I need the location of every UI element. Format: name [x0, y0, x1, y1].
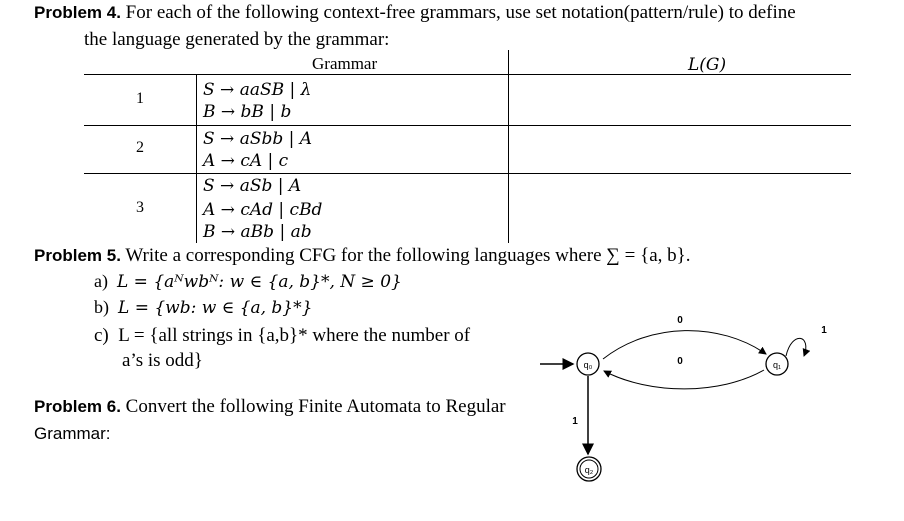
- state-q0-label: q₀: [583, 360, 593, 370]
- problem6-label: Problem 6.: [34, 397, 121, 416]
- grammar-rule: B → bB | b: [203, 102, 292, 122]
- grammar-rule: A → cA | c: [203, 151, 289, 171]
- edge-q1-loop: [786, 338, 806, 356]
- item-text: L = {wb: w ∈ {a, b}*}: [118, 298, 313, 318]
- state-q1: [766, 353, 788, 375]
- edge-label-down: 1: [572, 416, 578, 427]
- problem5-text: Write a corresponding CFG for the following languages where ∑ = {a, b}.: [125, 245, 691, 266]
- edge-label-bottom: 0: [677, 356, 683, 367]
- problem4-text: For each of the following context-free grammars, use set notation(pattern/rule) to define: [125, 2, 796, 23]
- problem4-text-line2: the language generated by the grammar:: [84, 29, 390, 50]
- row-number: 1: [136, 90, 144, 107]
- state-q0: [577, 353, 599, 375]
- problem6-text: Convert the following Finite Automata to Regular: [125, 396, 506, 417]
- item-letter: c): [94, 325, 109, 346]
- item-text: L = {aᴺwbᴺ: w ∈ {a, b}*, N ≥ 0}: [116, 272, 402, 292]
- grammar-rule: S → aSb | A: [203, 176, 302, 196]
- edge-q1-q0: [604, 370, 764, 389]
- grammar-rule: B → aBb | ab: [203, 222, 312, 242]
- problem5-item-c-line2: a’s is odd}: [122, 350, 203, 371]
- edge-label-loop: 1: [821, 325, 827, 336]
- problem5-label: Problem 5.: [34, 246, 121, 265]
- problem4-label: Problem 4.: [34, 3, 121, 22]
- edge-q0-q1: [603, 331, 766, 359]
- item-letter: b): [94, 297, 109, 317]
- grammar-rule: S → aSbb | A: [203, 129, 313, 149]
- problem6-text-line2: Grammar:: [34, 424, 111, 443]
- row-number: 3: [136, 199, 144, 216]
- state-q1-label: q₁: [772, 360, 782, 370]
- item-text: L = {all strings in {a,b}* where the number of: [118, 325, 471, 346]
- edge-label-top: 0: [677, 315, 683, 326]
- state-q2: [577, 457, 601, 481]
- item-letter: a): [94, 271, 108, 291]
- header-language: L(G): [688, 55, 727, 75]
- row-number: 2: [136, 139, 144, 156]
- header-grammar: Grammar: [312, 54, 378, 73]
- grammar-rule: S → aaSB | λ: [203, 80, 312, 100]
- state-q2-label: q₂: [584, 465, 594, 475]
- grammar-rule: A → cAd | cBd: [203, 200, 323, 220]
